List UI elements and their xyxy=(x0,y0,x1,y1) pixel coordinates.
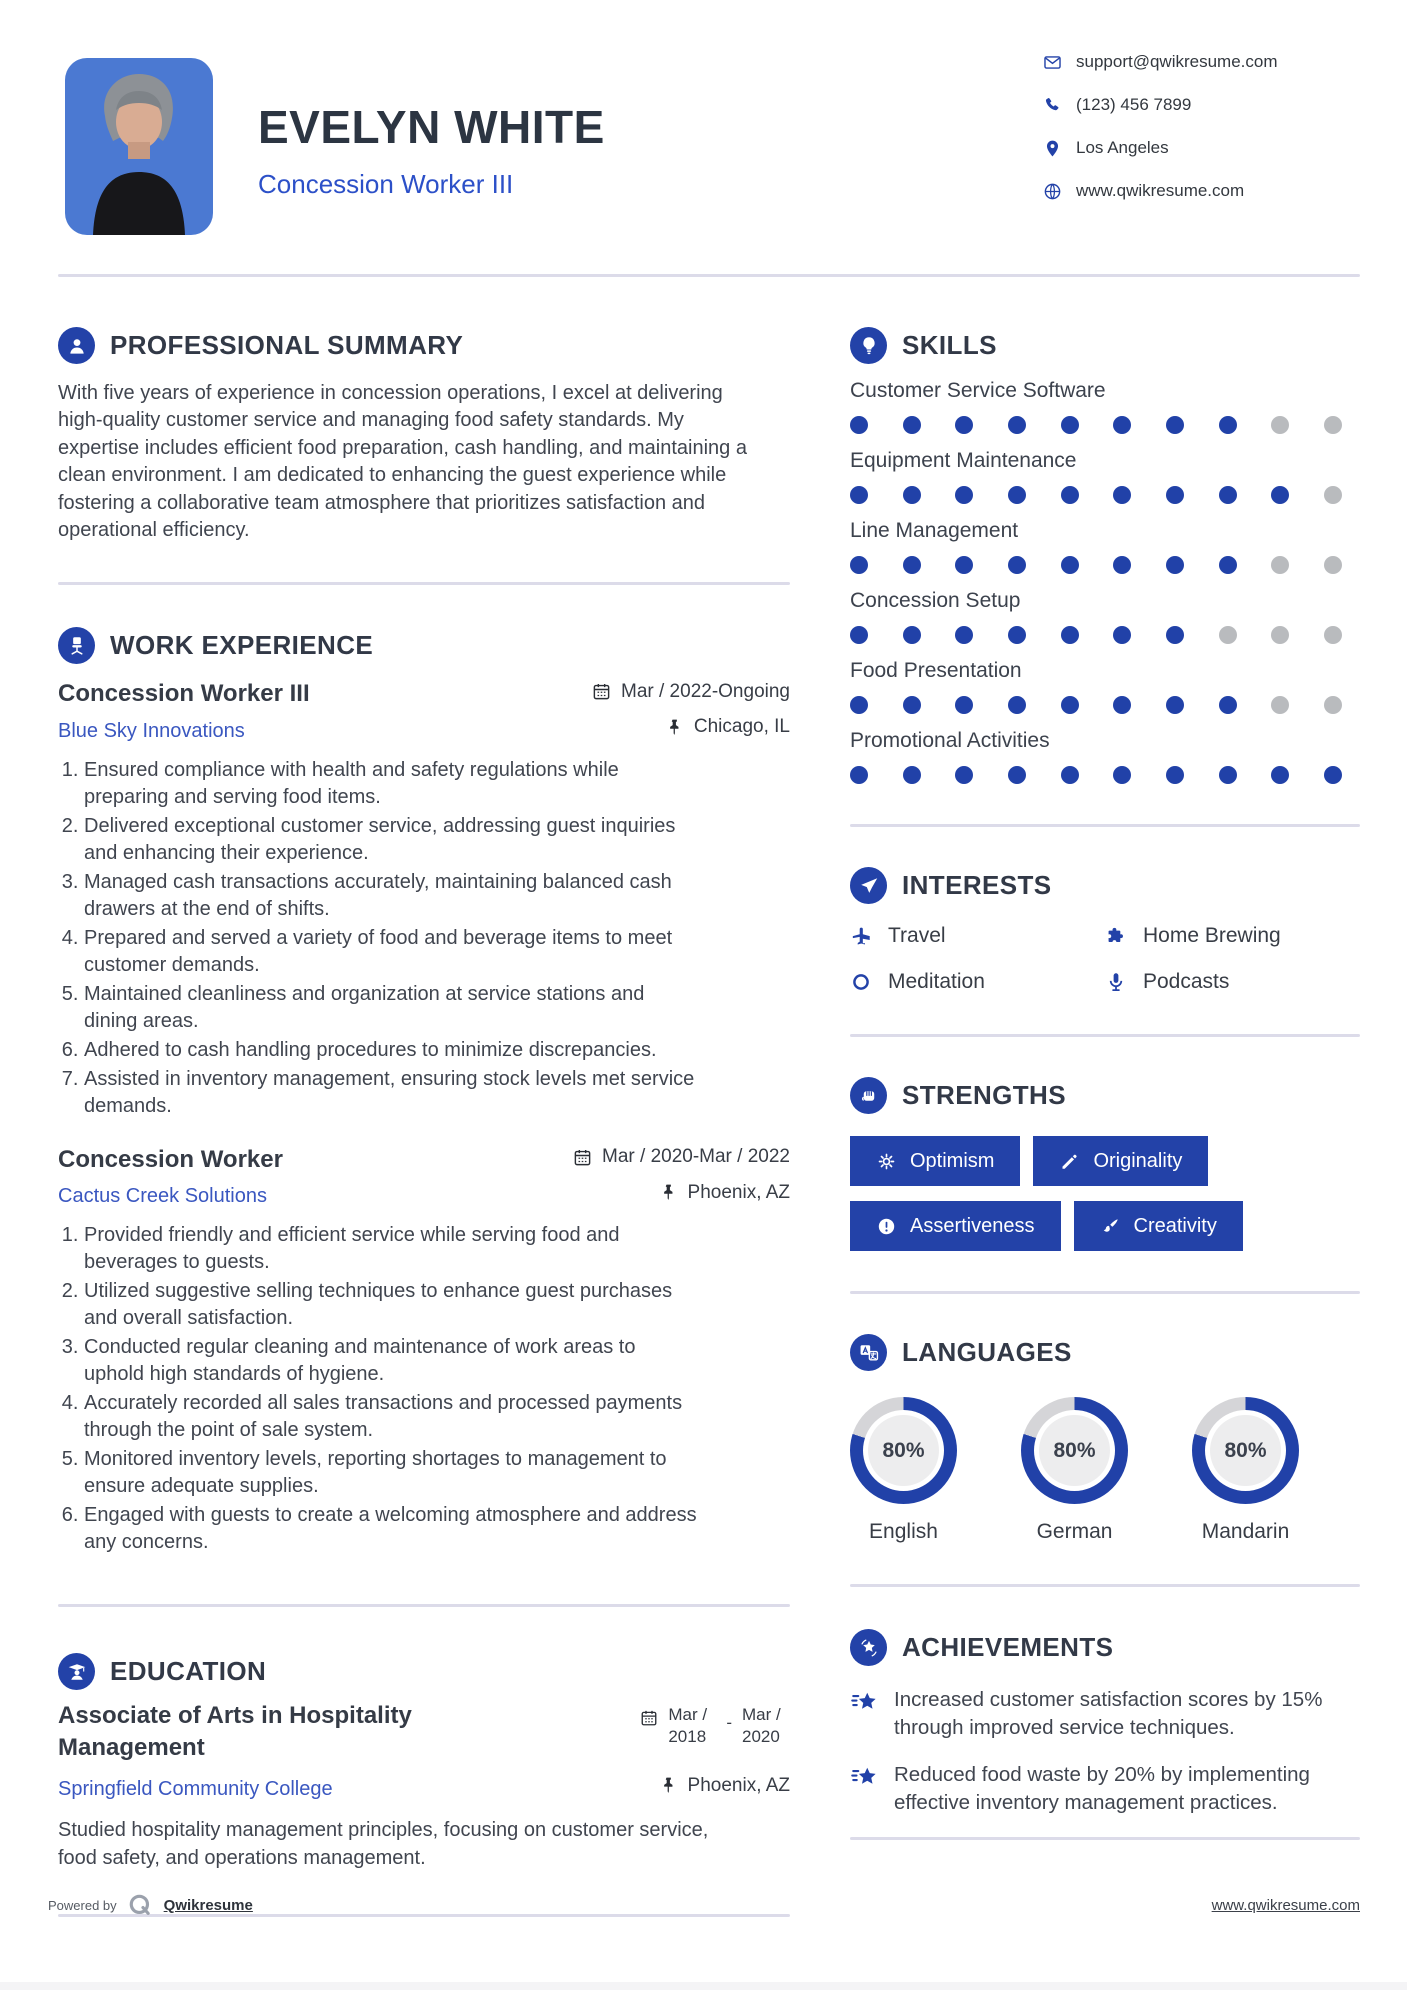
skill-dot xyxy=(1324,486,1342,504)
skill-dot xyxy=(1324,696,1342,714)
job-bullet: 3. Managed cash transactions accurately, maintaining balanced cash drawers at the end of shifts. xyxy=(84,869,698,923)
skill-dot xyxy=(850,486,868,504)
interests-list xyxy=(850,924,1360,994)
education-description: Studied hospitality management principles, focusing on customer service, food safety, and operations management. xyxy=(58,1819,709,1869)
strengths-section-header xyxy=(850,1077,1360,1114)
skill-dot xyxy=(850,626,868,644)
achievement-item xyxy=(850,1686,1360,1741)
skill-rating xyxy=(850,556,1342,574)
company-link[interactable]: Cactus Creek Solutions xyxy=(58,1185,267,1208)
language-donut-chart xyxy=(1021,1397,1128,1504)
degree-title: Associate of Arts in Hospitality Management xyxy=(58,1702,412,1761)
skill-item xyxy=(850,449,1360,504)
skill-dot xyxy=(1113,766,1131,784)
skill-item xyxy=(850,379,1360,434)
job-bullet: 2. Utilized suggestive selling techniques to enhance guest purchases and overall satisfaction. xyxy=(84,1278,698,1332)
skill-dot xyxy=(955,556,973,574)
strengths-list xyxy=(850,1136,1360,1251)
skill-dot xyxy=(955,626,973,644)
skill-dot xyxy=(1113,696,1131,714)
skill-dot xyxy=(1219,486,1237,504)
contact-list xyxy=(1043,52,1278,224)
skill-dot xyxy=(903,696,921,714)
language-percent: 80% xyxy=(868,1415,939,1486)
skill-dot xyxy=(850,556,868,574)
skill-name: Customer Service Software xyxy=(850,379,1106,402)
job-dates xyxy=(592,681,790,703)
work-heading: WORK EXPERIENCE xyxy=(110,630,374,661)
job-entry xyxy=(58,680,790,1120)
skill-dot xyxy=(1271,766,1289,784)
skill-dot xyxy=(1271,486,1289,504)
skill-rating xyxy=(850,626,1342,644)
interest-label: Travel xyxy=(888,924,946,947)
languages-section-header xyxy=(850,1334,1360,1371)
skill-dot xyxy=(1008,486,1026,504)
skill-dot xyxy=(1166,766,1184,784)
skill-dot xyxy=(903,556,921,574)
lightbulb-icon xyxy=(850,327,887,364)
skills-section-header xyxy=(850,327,1360,364)
contact-phone xyxy=(1043,95,1278,115)
skill-dot xyxy=(1219,556,1237,574)
language-item xyxy=(1192,1397,1299,1544)
skill-dot xyxy=(850,416,868,434)
gear-icon xyxy=(876,1151,897,1172)
language-name: English xyxy=(869,1520,938,1543)
office-chair-icon xyxy=(58,627,95,664)
section-divider xyxy=(58,1604,790,1607)
achievement-text: Reduced food waste by 20% by implementing effective inventory management practices. xyxy=(894,1763,1310,1815)
skill-dot xyxy=(1219,626,1237,644)
skill-dot xyxy=(955,486,973,504)
school-link[interactable]: Springfield Community College xyxy=(58,1778,333,1801)
interest-item xyxy=(1105,970,1360,994)
education-date-end: Mar / 2020 xyxy=(742,1705,781,1746)
skill-dot xyxy=(1324,626,1342,644)
job-dates xyxy=(573,1146,790,1168)
interest-item xyxy=(850,970,1105,994)
user-icon xyxy=(58,327,95,364)
skill-dot xyxy=(1061,416,1079,434)
skill-dot xyxy=(1061,556,1079,574)
skill-dot xyxy=(903,486,921,504)
puzzle-icon xyxy=(1105,925,1127,947)
skill-dot xyxy=(1271,696,1289,714)
education-date-start: Mar / 2018 xyxy=(668,1705,708,1746)
microphone-icon xyxy=(1105,971,1127,993)
achievements-section-header xyxy=(850,1629,1360,1666)
education-location xyxy=(659,1775,790,1797)
strength-label: Assertiveness xyxy=(910,1214,1035,1237)
skill-dot xyxy=(1008,556,1026,574)
skill-dot xyxy=(1324,556,1342,574)
skill-dot xyxy=(955,696,973,714)
skill-name: Concession Setup xyxy=(850,589,1021,612)
achievements-heading: ACHIEVEMENTS xyxy=(902,1632,1114,1662)
language-item xyxy=(1021,1397,1128,1544)
skill-dot xyxy=(1008,626,1026,644)
skills-list xyxy=(850,379,1360,784)
language-donut-chart xyxy=(850,1397,957,1504)
calendar-icon xyxy=(573,1148,592,1167)
section-divider xyxy=(850,1034,1360,1037)
job-bullets xyxy=(58,1222,698,1556)
job-title: Concession Worker III xyxy=(58,680,310,708)
skills-heading: SKILLS xyxy=(902,330,997,360)
paper-plane-icon xyxy=(850,867,887,904)
shooting-star-icon xyxy=(850,1687,880,1717)
bottom-strip xyxy=(0,1982,1407,1990)
calendar-icon xyxy=(640,1709,658,1727)
job-bullet: 1. Ensured compliance with health and safety regulations while preparing and serving food items. xyxy=(84,757,698,811)
interests-heading: INTERESTS xyxy=(902,870,1052,900)
page-footer xyxy=(48,1892,1360,1919)
skill-dot xyxy=(1219,766,1237,784)
section-divider xyxy=(58,582,790,585)
skill-dot xyxy=(1219,416,1237,434)
education-heading: EDUCATION xyxy=(110,1656,267,1687)
skill-item xyxy=(850,589,1360,644)
skill-dot xyxy=(1113,486,1131,504)
strength-pill xyxy=(850,1136,1020,1186)
skill-dot xyxy=(1271,416,1289,434)
section-divider xyxy=(850,1291,1360,1294)
interest-label: Home Brewing xyxy=(1143,924,1281,947)
job-bullet: 3. Conducted regular cleaning and maintenance of work areas to uphold high standards of hygiene. xyxy=(84,1334,698,1388)
skill-dot xyxy=(850,696,868,714)
skill-dot xyxy=(1271,556,1289,574)
interest-item xyxy=(1105,924,1360,948)
strength-pill xyxy=(1074,1201,1243,1251)
skill-dot xyxy=(1061,486,1079,504)
interest-label: Meditation xyxy=(888,970,985,993)
contact-location xyxy=(1043,138,1278,158)
skill-rating xyxy=(850,486,1342,504)
section-divider xyxy=(850,1837,1360,1840)
pushpin-icon xyxy=(659,1776,678,1795)
fist-icon xyxy=(850,1077,887,1114)
interest-item xyxy=(850,924,1105,948)
strengths-heading: STRENGTHS xyxy=(902,1080,1066,1110)
contact-text: support@qwikresume.com xyxy=(1076,52,1278,71)
shooting-star-icon xyxy=(850,1762,880,1792)
contact-email[interactable] xyxy=(1043,52,1278,72)
language-item xyxy=(850,1397,957,1544)
work-section-header xyxy=(58,627,790,664)
strength-label: Originality xyxy=(1093,1149,1183,1172)
skill-dot xyxy=(1113,556,1131,574)
skill-dot xyxy=(1008,416,1026,434)
achievement-text: Increased customer satisfaction scores by 15% through improved service techniques. xyxy=(894,1688,1323,1739)
job-bullet: 4. Prepared and served a variety of food and beverage items to meet customer demands. xyxy=(84,925,698,979)
strength-label: Creativity xyxy=(1133,1214,1217,1237)
jobs xyxy=(58,680,790,1556)
globe-icon xyxy=(1043,182,1062,201)
q-logo-icon xyxy=(127,1892,154,1919)
plane-icon xyxy=(850,925,872,947)
skill-name: Line Management xyxy=(850,519,1019,542)
pencil-icon xyxy=(1059,1151,1080,1172)
right-column xyxy=(850,277,1360,1840)
skill-dot xyxy=(1166,486,1184,504)
skill-dot xyxy=(1008,766,1026,784)
job-bullet: 6. Adhered to cash handling procedures to minimize discrepancies. xyxy=(84,1037,698,1064)
languages-heading: LANGUAGES xyxy=(902,1337,1072,1367)
summary-text: With five years of experience in concession operations, I excel at delivering high-quality customer service and managing food safety standards. My expertise includes efficient food preparation, cash handling, and maintaining a clean environment. I am dedicated to enhancing the guest experience while fostering a collaborative team atmosphere that prioritizes satisfaction and operational efficiency. xyxy=(58,382,747,541)
achievements-list xyxy=(850,1686,1360,1817)
contact-text: Los Angeles xyxy=(1076,138,1169,157)
education-dates xyxy=(640,1700,790,1762)
location-icon xyxy=(1043,139,1062,158)
skill-dot xyxy=(1113,626,1131,644)
skill-name: Equipment Maintenance xyxy=(850,449,1077,472)
skill-dot xyxy=(1166,416,1184,434)
language-donut-chart xyxy=(1192,1397,1299,1504)
summary-section-header xyxy=(58,327,790,364)
graduate-icon xyxy=(58,1653,95,1690)
phone-icon xyxy=(1043,96,1062,115)
job-bullets xyxy=(58,757,698,1120)
skill-dot xyxy=(1166,626,1184,644)
education-section-header xyxy=(58,1653,790,1690)
skill-dot xyxy=(955,416,973,434)
skill-dot xyxy=(1061,696,1079,714)
exclamation-icon xyxy=(876,1216,897,1237)
skill-item xyxy=(850,659,1360,714)
education-location-text: Phoenix, AZ xyxy=(687,1774,790,1796)
contact-text: (123) 456 7899 xyxy=(1076,95,1192,114)
job-bullet: 5. Monitored inventory levels, reporting shortages to management to ensure adequate supplies. xyxy=(84,1446,698,1500)
skill-dot xyxy=(1166,556,1184,574)
skill-name: Food Presentation xyxy=(850,659,1022,682)
profile-photo xyxy=(65,58,213,235)
skill-dot xyxy=(903,416,921,434)
skill-dot xyxy=(1219,696,1237,714)
qwikresume-link[interactable]: Qwikresume xyxy=(163,1897,253,1914)
skill-item xyxy=(850,519,1360,574)
job-dates-text: Mar / 2020-Mar / 2022 xyxy=(602,1146,790,1168)
job-location-text: Chicago, IL xyxy=(693,716,790,738)
skill-dot xyxy=(1324,416,1342,434)
skill-dot xyxy=(903,626,921,644)
job-bullet: 2. Delivered exceptional customer service, addressing guest inquiries and enhancing their experience. xyxy=(84,813,698,867)
skill-dot xyxy=(903,766,921,784)
language-percent: 80% xyxy=(1039,1415,1110,1486)
job-location-text: Phoenix, AZ xyxy=(687,1181,790,1203)
skill-dot xyxy=(1061,766,1079,784)
job-entry xyxy=(58,1146,790,1557)
pushpin-icon xyxy=(659,1183,678,1202)
job-bullet: 6. Engaged with guests to create a welcoming atmosphere and address any concerns. xyxy=(84,1502,698,1556)
language-name: Mandarin xyxy=(1201,1520,1290,1543)
skill-dot xyxy=(1061,626,1079,644)
job-location xyxy=(665,716,790,738)
medal-star-icon xyxy=(850,1629,887,1666)
circle-icon xyxy=(850,971,872,993)
achievement-item xyxy=(850,1761,1360,1816)
powered-by-label: Powered by xyxy=(48,1898,117,1913)
summary-heading: PROFESSIONAL SUMMARY xyxy=(110,330,464,360)
skill-dot xyxy=(1166,696,1184,714)
person-name: EVELYN WHITE xyxy=(258,101,605,153)
section-divider xyxy=(850,824,1360,827)
email-icon xyxy=(1043,53,1062,72)
language-name: German xyxy=(1036,1520,1113,1543)
company-link[interactable]: Blue Sky Innovations xyxy=(58,719,245,742)
interest-label: Podcasts xyxy=(1143,970,1230,993)
skill-name: Promotional Activities xyxy=(850,729,1050,752)
strength-pill xyxy=(850,1201,1061,1251)
languages-list xyxy=(850,1397,1360,1544)
skill-dot xyxy=(1324,766,1342,784)
pushpin-icon xyxy=(665,718,684,737)
language-percent: 80% xyxy=(1210,1415,1281,1486)
strength-pill xyxy=(1033,1136,1208,1186)
brush-icon xyxy=(1100,1216,1121,1237)
job-title: Concession Worker xyxy=(58,1145,283,1173)
job-location xyxy=(659,1182,790,1204)
job-bullet: 1. Provided friendly and efficient service while serving food and beverages to guests. xyxy=(84,1222,698,1276)
person-job-title: Concession Worker III xyxy=(258,169,514,199)
interests-section-header xyxy=(850,867,1360,904)
profile-photo-illustration xyxy=(65,58,213,235)
skill-rating xyxy=(850,696,1342,714)
skill-rating xyxy=(850,766,1342,784)
job-bullet: 4. Accurately recorded all sales transactions and processed payments through the point of sale system. xyxy=(84,1390,698,1444)
skill-dot xyxy=(955,766,973,784)
skill-dot xyxy=(1113,416,1131,434)
skill-item xyxy=(850,729,1360,784)
section-divider xyxy=(850,1584,1360,1587)
job-bullet: 7. Assisted in inventory management, ensuring stock levels met service demands. xyxy=(84,1066,698,1120)
skill-dot xyxy=(1008,696,1026,714)
calendar-icon xyxy=(592,682,611,701)
skill-dot xyxy=(850,766,868,784)
date-dash: - xyxy=(726,1713,732,1733)
translate-icon xyxy=(850,1334,887,1371)
job-bullet: 5. Maintained cleanliness and organization at service stations and dining areas. xyxy=(84,981,698,1035)
footer-site-link[interactable]: www.qwikresume.com xyxy=(1211,1897,1360,1914)
job-dates-text: Mar / 2022-Ongoing xyxy=(621,680,790,702)
skill-dot xyxy=(1271,626,1289,644)
contact-text: www.qwikresume.com xyxy=(1076,181,1245,200)
left-column xyxy=(58,277,790,1917)
contact-globe[interactable] xyxy=(1043,181,1278,201)
skill-rating xyxy=(850,416,1342,434)
strength-label: Optimism xyxy=(910,1149,995,1172)
